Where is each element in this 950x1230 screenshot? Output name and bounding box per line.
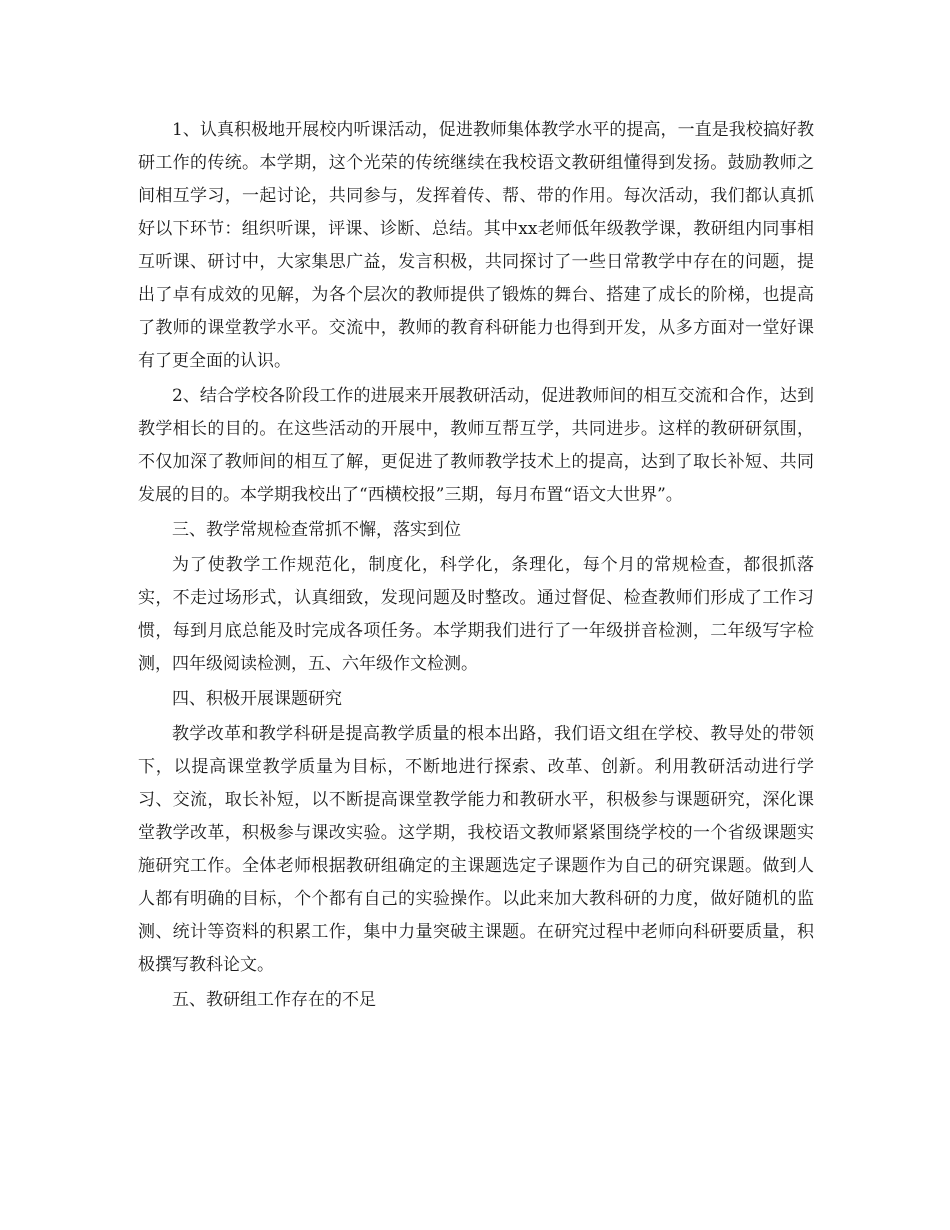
- section-heading-routine-check: 三、教学常规检查常抓不懈，落实到位: [172, 520, 461, 540]
- section-heading-shortcomings: 五、教研组工作存在的不足: [172, 990, 376, 1010]
- paragraph-stage-activities: 2、结合学校各阶段工作的进展来开展教研活动，促进教师间的相互交流和合作，达到教学相长的目的。在这些活动的开展中，教师互帮互学，共同进步。这样的教研研氛围，不仅加深了教师间的相互了解，更促进了教师教学技术上的提高，达到了取长补短、共同发展的目的。本学期我校出了“西横校报”三期，每月布置“语文大世界”。: [138, 386, 814, 505]
- section-heading-research: 四、积极开展课题研究: [172, 689, 342, 709]
- paragraph-listening-activities: 1、认真积极地开展校内听课活动，促进教师集体教学水平的提高，一直是我校搞好教研工作的传统。本学期，这个光荣的传统继续在我校语文教研组懂得到发扬。鼓励教师之间相互学习，一起讨论，共同参与，发挥着传、帮、带的作用。每次活动，我们都认真抓好以下环节：组织听课，评课、诊断、总结。其中xx老师低年级教学课，教研组内同事相互听课、研讨中，大家集思广益，发言积极，共同探讨了一些日常教学中存在的问题，提出了卓有成效的见解，为各个层次的教师提供了锻炼的舞台、搭建了成长的阶梯，也提高了教师的课堂教学水平。交流中，教师的教育科研能力也得到开发，从多方面对一堂好课有了更全面的认识。: [138, 120, 814, 371]
- document-body: [138, 114, 814, 1019]
- paragraph-routine-check: 为了使教学工作规范化，制度化，科学化，条理化，每个月的常规检查，都很抓落实，不走过场形式，认真细致，发现问题及时整改。通过督促、检查教师们形成了工作习惯，每到月底总能及时完成各项任务。本学期我们进行了一年级拼音检测，二年级写字检测，四年级阅读检测，五、六年级作文检测。: [138, 555, 814, 674]
- paragraph-research: 教学改革和教学科研是提高教学质量的根本出路，我们语文组在学校、教导处的带领下，以提高课堂教学质量为目标，不断地进行探索、改革、创新。利用教研活动进行学习、交流，取长补短，以不断提高课堂教学能力和教研水平，积极参与课题研究，深化课堂教学改革，积极参与课改实验。这学期，我校语文教师紧紧围绕学校的一个省级课题实施研究工作。全体老师根据教研组确定的主课题选定子课题作为自己的研究课题。做到人人都有明确的目标，个个都有自己的实验操作。以此来加大教科研的力度，做好随机的监测、统计等资料的积累工作，集中力量突破主课题。在研究过程中老师向科研要质量，积极撰写教科论文。: [138, 724, 814, 975]
